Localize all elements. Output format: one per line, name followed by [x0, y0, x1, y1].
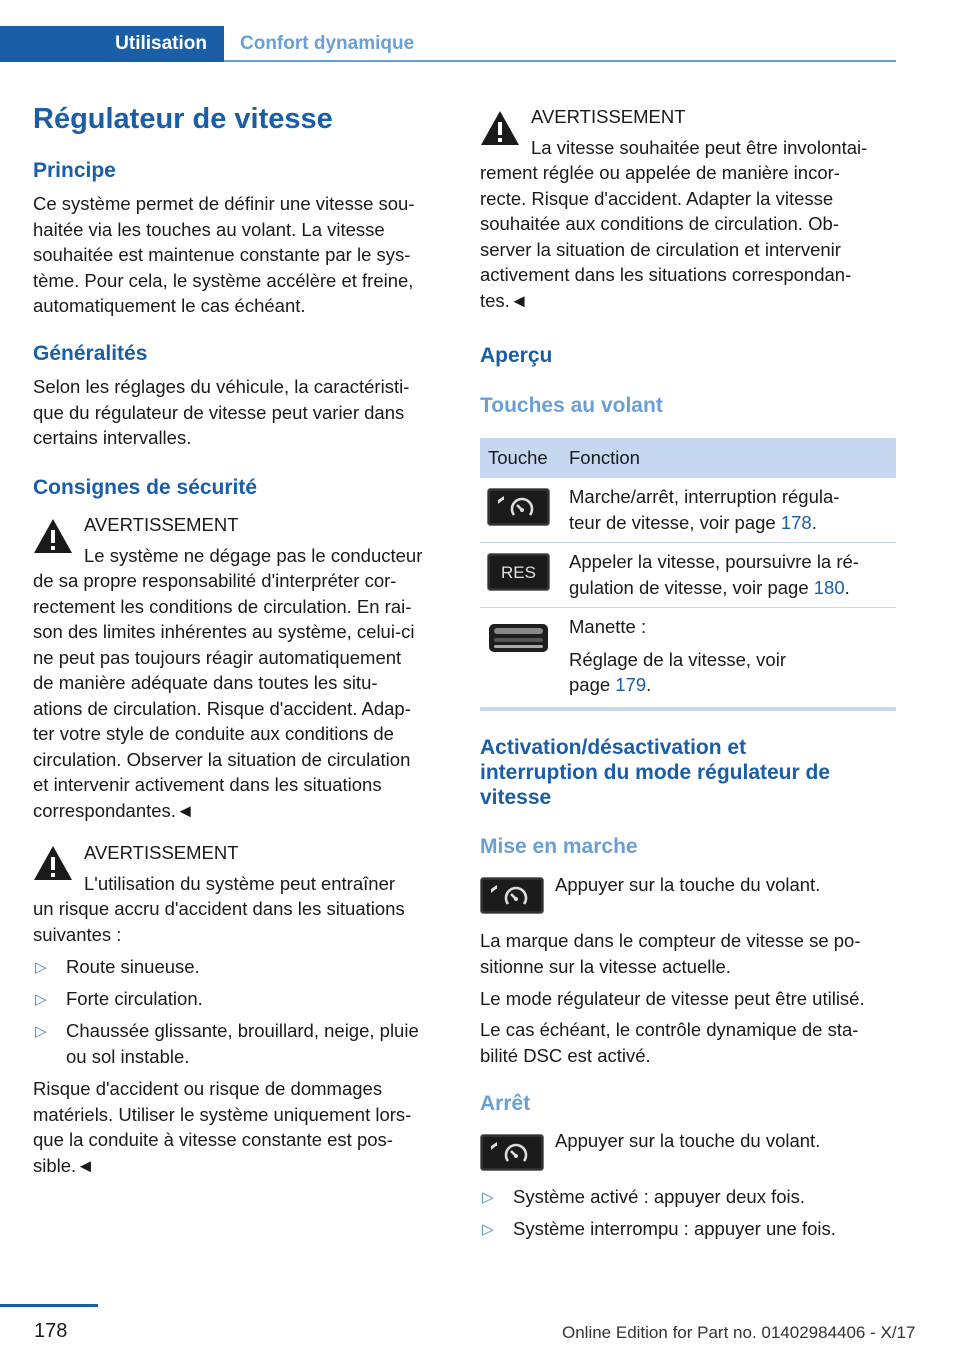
heading-consignes: Consignes de sécurité [33, 476, 258, 499]
heading-touches-au-volant: Touches au volant [480, 394, 663, 417]
bullet-arrow-icon: ▷ [35, 1023, 47, 1040]
heading-arret: Arrêt [480, 1092, 531, 1115]
text-line: suivantes : [33, 923, 122, 945]
bullet-arrow-icon: ▷ [35, 959, 47, 976]
table-row [480, 543, 896, 608]
heading-apercu: Aperçu [480, 344, 553, 367]
text-line: rement réglée ou appelée de manière incor- [480, 162, 840, 183]
warning-label: AVERTISSEMENT [531, 106, 686, 127]
text-line: rectement les conditions de circulation. En rai- [33, 595, 412, 617]
text-line: ou sol instable. [66, 1045, 190, 1067]
text-line: La marque dans le compteur de vitesse se po- [480, 930, 861, 951]
instruction-text: Appuyer sur la touche du volant. [555, 1130, 821, 1151]
edition-note: Online Edition for Part no. 01402984406 - X/17 [562, 1323, 916, 1342]
text-line: activement dans les situations correspondan- [480, 264, 852, 285]
text-line: automatiquement le cas échéant. [33, 295, 306, 316]
bullet-arrow-icon: ▷ [482, 1189, 494, 1206]
page-number: 178 [34, 1320, 68, 1342]
text-line: certains intervalles. [33, 427, 192, 448]
function-cell [569, 484, 889, 535]
bullet-arrow-icon: ▷ [35, 991, 47, 1008]
column-header-fonction: Fonction [569, 447, 640, 468]
text-line: ne peut pas toujours réagir automatiquement [33, 646, 402, 668]
paragraph [480, 1017, 900, 1068]
function-cell [569, 614, 889, 698]
page-link[interactable]: 179 [615, 674, 647, 695]
table-row [480, 608, 896, 706]
text-line: de sa propre responsabilité d'interpréter cor- [33, 570, 397, 591]
text-line: que la conduite à vitesse constante est pos- [33, 1129, 393, 1150]
text-line: ter votre style de conduite aux conditions de [33, 723, 394, 744]
page-link[interactable]: 180 [813, 576, 845, 598]
table-header [480, 438, 896, 478]
text-line: matériels. Utiliser le système uniquement lors- [33, 1103, 412, 1125]
text-line: Activation/désactivation et [480, 736, 747, 759]
text-line: Manette : [569, 616, 647, 637]
text-line: Le cas échéant, le contrôle dynamique de sta- [480, 1019, 859, 1040]
cruise-control-button-icon [480, 1134, 544, 1171]
text-line: un risque accru d'accident dans les situations [33, 898, 405, 919]
text-line: circulation. Observer la situation de circulation [33, 748, 411, 770]
res-button-label: RES [501, 563, 536, 582]
text-line: recte. Risque d'accident. Adapter la vitesse [480, 187, 834, 209]
text-line: Réglage de la vitesse, voir [569, 648, 786, 670]
text-line: son des limites inhérentes au système, celui-ci [33, 621, 415, 642]
controls-table [480, 438, 896, 706]
paragraph-principe [33, 191, 453, 319]
text-line: bilité DSC est activé. [480, 1044, 651, 1066]
warning-paragraph [33, 896, 453, 947]
text-line: sible.◄ [33, 1154, 95, 1176]
text-line [569, 575, 889, 601]
table-bottom-rule [480, 707, 896, 711]
text-line: Ce système permet de définir une vitesse sou- [33, 193, 415, 214]
cruise-control-button-icon [487, 488, 550, 526]
text-line: interruption du mode régulateur de [480, 761, 831, 784]
list-item: Système activé : appuyer deux fois. [513, 1186, 806, 1207]
list-item [66, 1018, 456, 1069]
warning-triangle-icon [33, 518, 73, 554]
text-line: Marche/arrêt, interruption régula- [569, 486, 840, 507]
text-line: que du régulateur de vitesse peut varier dans [33, 401, 405, 423]
table-row [480, 478, 896, 543]
list-item: Système interrompu : appuyer une fois. [513, 1218, 836, 1239]
text-line: ations de circulation. Risque d'accident. Adap- [33, 697, 411, 719]
text-line: haitée via les touches au volant. La vitesse [33, 218, 385, 240]
text-line: vitesse [480, 786, 552, 809]
text-line: souhaitée est maintenue constante par le sys- [33, 244, 411, 265]
text-line: de manière adéquate dans toutes les situ- [33, 672, 378, 693]
text-line: Appeler la vitesse, poursuivre la ré- [569, 551, 859, 572]
text-line [569, 510, 889, 536]
warning-text-line: L'utilisation du système peut entraîner [84, 873, 396, 894]
warning-triangle-icon [33, 845, 73, 881]
warning-triangle-icon [480, 110, 520, 146]
paragraph-generalites [33, 374, 453, 451]
heading-activation [480, 735, 890, 810]
text-segment: . [646, 674, 652, 695]
text-line: et intervenir activement dans les situations [33, 774, 382, 795]
warning-label: AVERTISSEMENT [84, 842, 239, 863]
page-title: Régulateur de vitesse [33, 103, 333, 135]
text-line: souhaitée aux conditions de circulation. Ob- [480, 213, 839, 234]
header-tab-confort-dynamique[interactable]: Confort dynamique [240, 33, 415, 54]
text-line: tes.◄ [480, 289, 529, 311]
heading-generalites: Généralités [33, 342, 148, 365]
warning-text-line: Le système ne dégage pas le conducteur [84, 545, 423, 566]
column-header-touche: Touche [488, 447, 548, 468]
paragraph: Le mode régulateur de vitesse peut être utilisé. [480, 988, 865, 1009]
warning-text-line: La vitesse souhaitée peut être involontai- [531, 137, 868, 158]
text-segment: . [844, 576, 850, 598]
list-item: Route sinueuse. [66, 956, 200, 977]
text-segment: . [811, 511, 817, 533]
heading-principe: Principe [33, 159, 116, 182]
page-link[interactable]: 178 [780, 511, 812, 533]
header-divider [224, 60, 896, 62]
text-line: sitionne sur la vitesse actuelle. [480, 955, 731, 977]
text-segment: gulation de vitesse, voir page [569, 576, 814, 598]
text-segment: page [569, 674, 616, 695]
cruise-control-button-icon [480, 877, 544, 914]
footer-rule [0, 1304, 98, 1307]
text-line: correspondantes.◄ [33, 799, 195, 821]
text-line: tème. Pour cela, le système accélère et freine, [33, 269, 414, 291]
function-cell [569, 549, 889, 600]
rocker-switch-icon [487, 618, 550, 656]
warning-paragraph [33, 568, 453, 823]
bullet-arrow-icon: ▷ [482, 1221, 494, 1238]
text-line: Selon les réglages du véhicule, la caractéristi- [33, 376, 410, 397]
warning-paragraph [480, 160, 900, 313]
heading-mise-en-marche: Mise en marche [480, 835, 638, 858]
header-tab-utilisation[interactable]: Utilisation [0, 26, 224, 62]
text-line: Risque d'accident ou risque de dommages [33, 1078, 383, 1099]
text-line [569, 672, 889, 698]
text-line: Chaussée glissante, brouillard, neige, pluie [66, 1020, 419, 1041]
res-button-icon [487, 553, 550, 591]
text-line: server la situation de circulation et intervenir [480, 238, 841, 260]
warning-label: AVERTISSEMENT [84, 514, 239, 535]
paragraph [480, 928, 900, 979]
instruction-text: Appuyer sur la touche du volant. [555, 874, 821, 895]
warning-paragraph [33, 1076, 453, 1178]
text-segment: teur de vitesse, voir page [569, 511, 781, 533]
list-item: Forte circulation. [66, 988, 203, 1009]
